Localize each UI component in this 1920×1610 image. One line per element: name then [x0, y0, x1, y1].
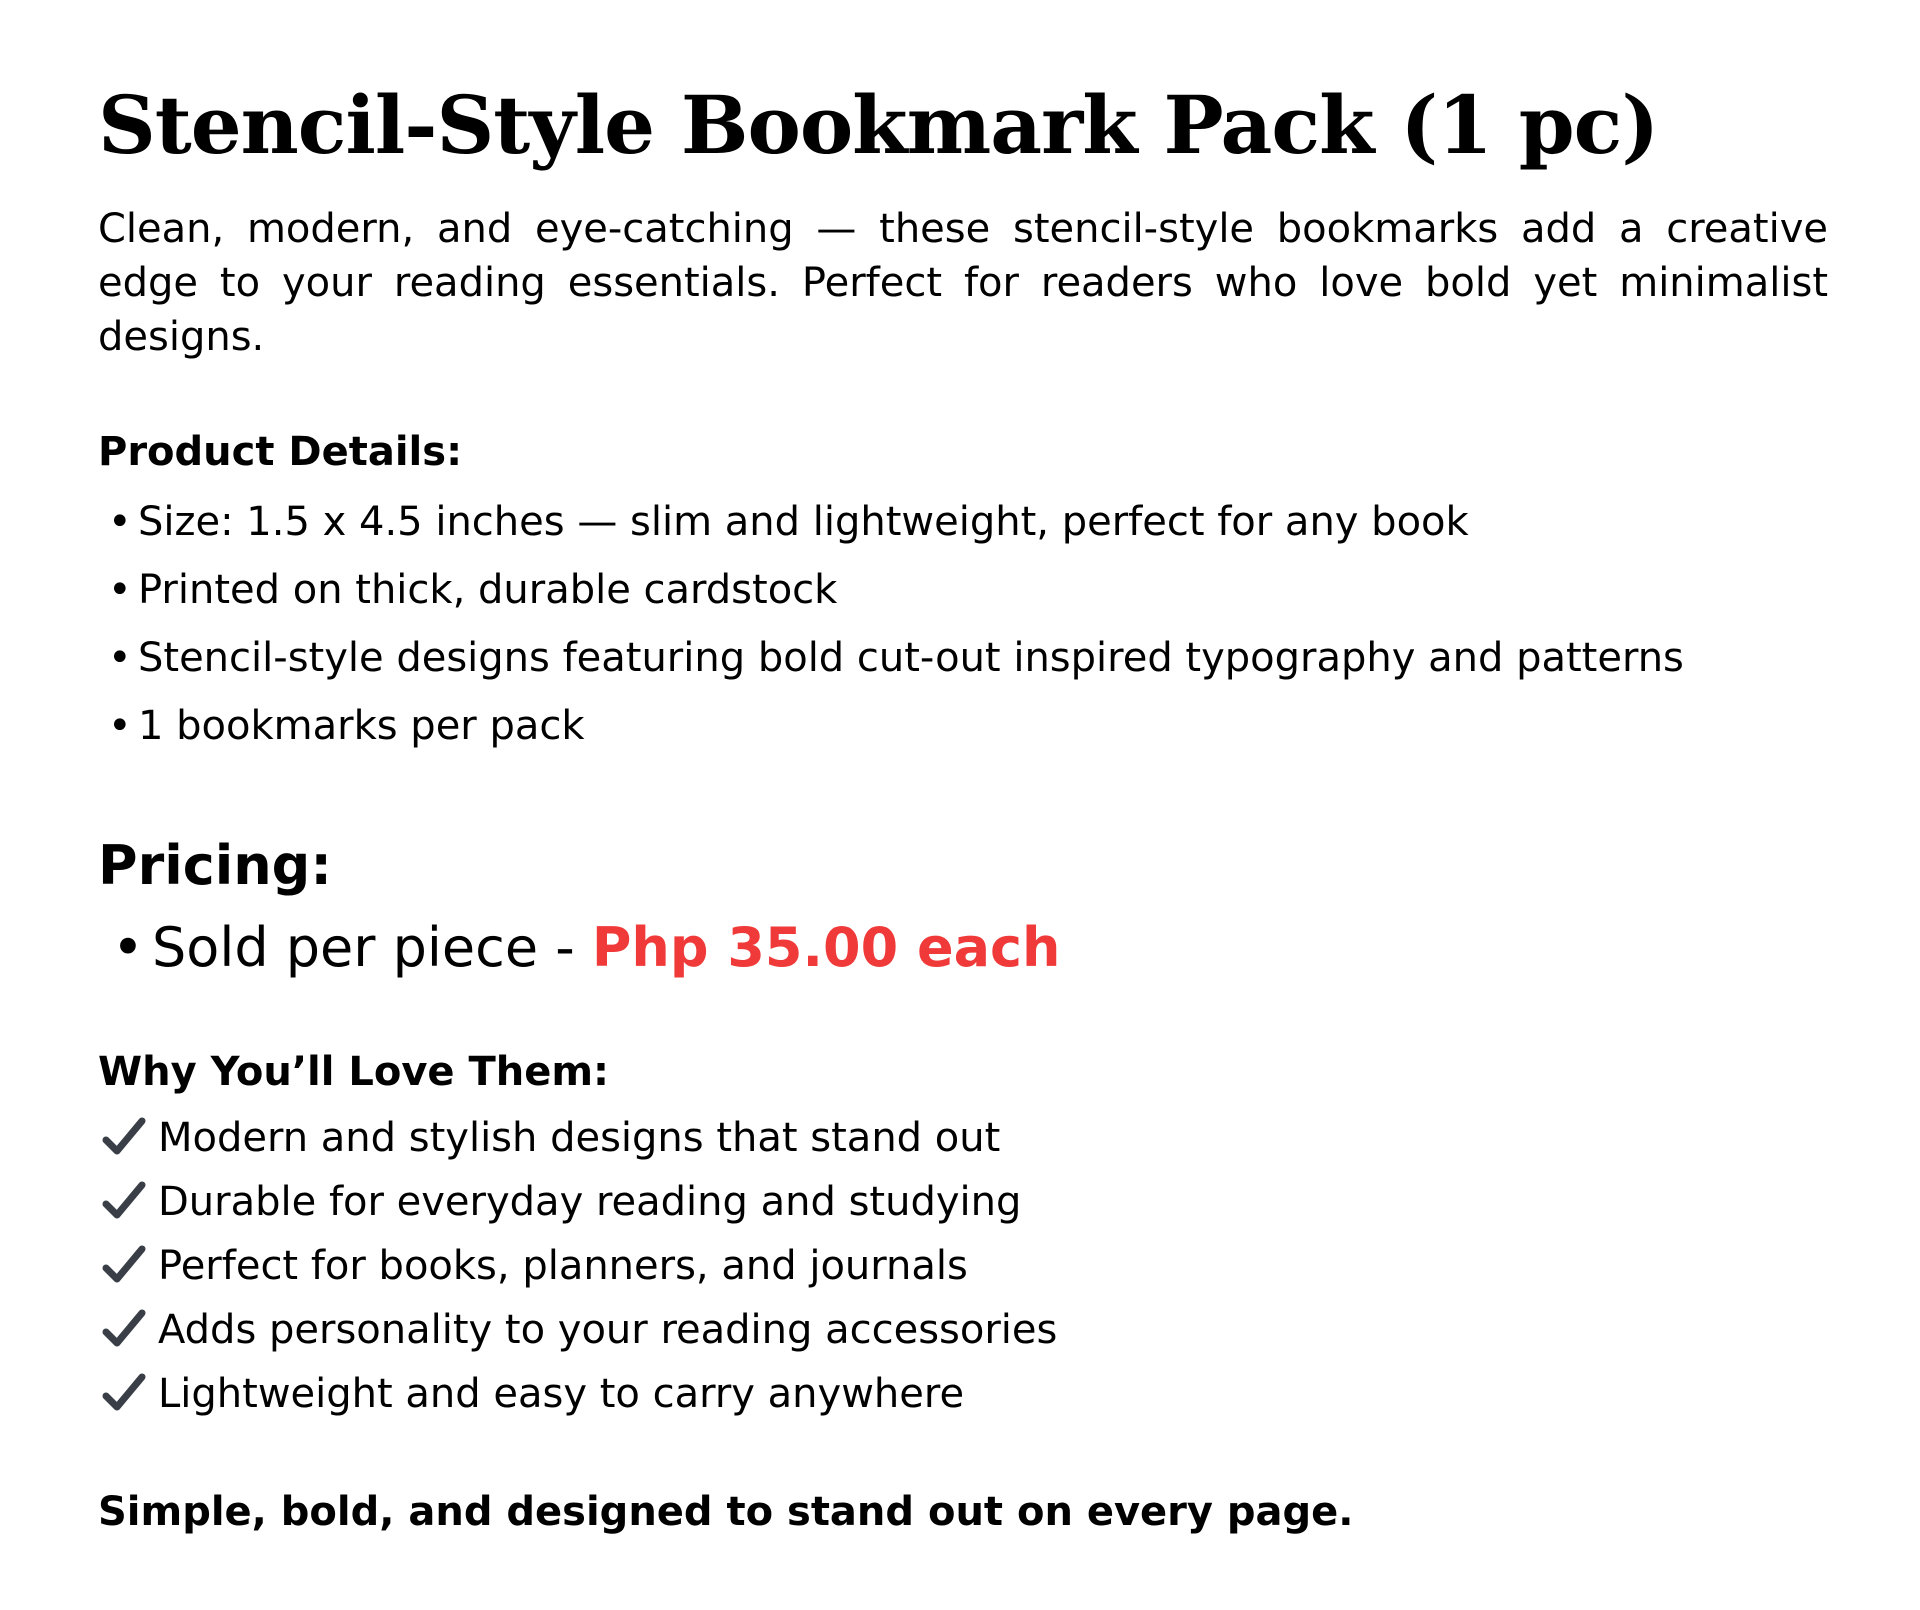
benefits-list: [98, 1106, 1828, 1426]
bullet-icon: •: [108, 567, 132, 613]
pricing-label: Sold per piece -: [152, 916, 592, 979]
product-description-page: [98, 70, 1828, 1540]
benefit-text: Modern and stylish designs that stand out: [158, 1115, 1001, 1161]
detail-item: [108, 624, 1828, 692]
benefit-text: Lightweight and easy to carry anywhere: [158, 1371, 965, 1417]
benefit-item: [98, 1362, 1828, 1426]
benefits-heading: Why You’ll Love Them:: [98, 1049, 610, 1095]
detail-text: 1 bookmarks per pack: [138, 703, 585, 749]
pricing-heading: Pricing:: [98, 834, 332, 897]
detail-text: Stencil-style designs featuring bold cut-out inspired typography and patterns: [138, 635, 1684, 681]
check-icon: [98, 1368, 150, 1420]
bullet-icon: •: [108, 499, 132, 545]
product-title: Stencil-Style Bookmark Pack (1 pc): [98, 78, 1659, 172]
check-icon: [98, 1240, 150, 1292]
check-icon: [98, 1176, 150, 1228]
bullet-icon: •: [112, 916, 144, 979]
bullet-icon: •: [108, 635, 132, 681]
benefit-item: [98, 1234, 1828, 1298]
check-icon: [98, 1304, 150, 1356]
detail-text: Printed on thick, durable cardstock: [138, 567, 838, 613]
benefit-item: [98, 1298, 1828, 1362]
detail-item: [108, 692, 1828, 760]
closing-tagline: Simple, bold, and designed to stand out on every page.: [98, 1489, 1354, 1535]
price-value: Php 35.00 each: [591, 916, 1061, 979]
product-intro: Clean, modern, and eye-catching — these stencil-style bookmarks add a creative edge to your reading essentials. Perfect for readers who love bold yet minimalist designs.: [98, 206, 1828, 360]
benefit-text: Perfect for books, planners, and journals: [158, 1243, 968, 1289]
bullet-icon: •: [108, 703, 132, 749]
detail-item: [108, 556, 1828, 624]
benefit-text: Adds personality to your reading accessories: [158, 1307, 1058, 1353]
benefit-text: Durable for everyday reading and studying: [158, 1179, 1022, 1225]
benefit-item: [98, 1170, 1828, 1234]
pricing-line: [112, 908, 1828, 988]
benefit-item: [98, 1106, 1828, 1170]
product-details-heading: Product Details:: [98, 429, 463, 475]
product-details-list: [108, 488, 1828, 760]
check-icon: [98, 1112, 150, 1164]
detail-text: Size: 1.5 x 4.5 inches — slim and lightweight, perfect for any book: [138, 499, 1469, 545]
detail-item: [108, 488, 1828, 556]
